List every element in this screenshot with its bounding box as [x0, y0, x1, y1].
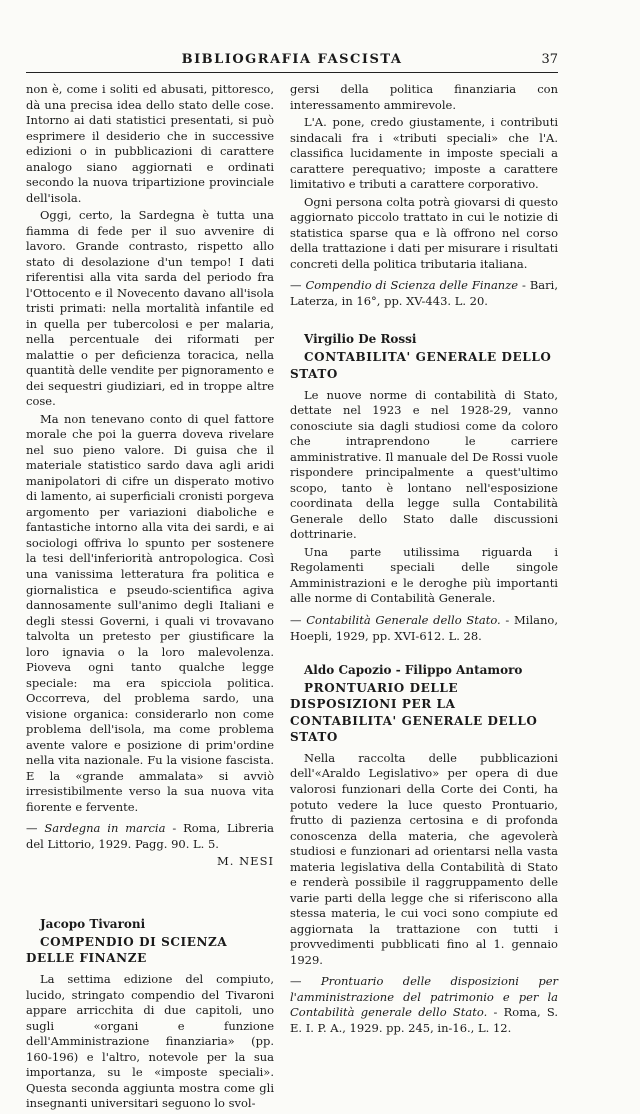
page-number: 37 — [541, 52, 558, 67]
citation: — Prontuario delle disposizioni per l'amministrazione del patrimonio e per la Contabilità generale dello Stato. - Roma, S. E. I. P. A., 1929. pp. 245, in-16., L. 12. — [290, 974, 559, 1035]
review-title: PRONTUARIO DELLE DISPOSIZIONI PER LA CONTABILITA' GENERALE DELLO STATO — [290, 681, 538, 744]
citation-title: Prontuario delle disposizioni per l'amministrazione del patrimonio e per la Contabilità generale dello Stato. — [290, 974, 559, 1020]
review-title: CONTABILITA' GENERALE DELLO STATO — [290, 350, 552, 381]
review-author: Aldo Capozio - Filippo Antamoro — [304, 663, 523, 678]
paragraph: Ma non tenevano conto di quel fattore morale che poi la guerra doveva rivelare nel suo pieno valore. Di guisa che il materiale statistico sardo dava agli aridi manipolatori di cifre un disperato motivo di lamento, ai superficiali cronisti porgeva argomento per variazioni diaboliche e fantastiche intorno alla vita dei sardi, e ai sociologi offriva lo spunto per sostenere la tesi dell'inferiorità antropologica. Così una vanissima letteratura fra politica e giornalistica e pseudo-scientifica agiva dannosamente sull'animo degli Italiani e degli stessi Governi, i quali vi trovavano talvolta un pretesto per giustificare la loro ignavia o la loro malevolenza. Pioveva ogni tanto qualche legge speciale: ma era spicciola politica. Occorreva, del problema sardo, una visione organica: considerarlo non come problema dell'isola, ma come problema avente valore e posizione di prim'ordine nella vita nazionale. Fu la visione fascista. E la «grande ammalata» si avviò irresistibilmente verso la sua nuova vita fiorente e fervente. — [26, 411, 274, 814]
reviewer-signature: M. NESI — [217, 854, 274, 869]
paragraph: Una parte utilissima riguarda i Regolamenti speciali delle singole Amministrazioni e le deroghe più importanti alle norme di Contabilità Generale. — [290, 544, 558, 606]
paragraph: Nella raccolta delle pubblicazioni dell'«Araldo Legislativo» per opera di due valorosi funzionari della Corte dei Conti, ha potuto vedere la luce questo Prontuario, frutto di pazienza certosina e di profonda conoscenza della materia, che agevolerà studiosi e funzionari ad orientarsi nella vasta materia legislativa della Contabilità di Stato e renderà possibile il raggruppamento delle varie parti della legge che si riferiscono alla stessa materia, le cui voci sono compiute ed aggiornata la trattazione con tutti i provvedimenti pubblicati fino al 1. gennaio 1929. — [290, 750, 558, 967]
running-title: BIBLIOGRAFIA FASCISTA — [181, 52, 403, 67]
citation: — Sardegna in marcia - Roma, Libreria del Littorio, 1929. Pagg. 90. L. 5. — [26, 821, 274, 851]
review-author: Jacopo Tivaroni — [40, 916, 146, 931]
paragraph: Le nuove norme di contabilità di Stato, dettate nel 1923 e nel 1928-29, vanno conosciute sia dagli studiosi come da coloro che intraprendono le carriere amministrative. Il manuale del De Rossi vuole rispondere principalmente a quest'ultimo scopo, tanto è lontano nell'esposizione coordinata della legge sulla Contabilità Generale dello Stato dalle discussioni dottrinarie. — [290, 387, 558, 542]
citation-details: - Roma, Libreria del Littorio, 1929. Pagg. 90. L. 5. — [26, 821, 274, 851]
paragraph: gersi della politica finanziaria con interessamento ammirevole. — [290, 82, 558, 112]
running-header — [26, 52, 558, 73]
review-author: Virgilio De Rossi — [304, 332, 417, 347]
paragraph: La settima edizione del compiuto, lucido, stringato compendio del Tivaroni appare arricchita di due capitoli, uno sugli «organi e funzione dell'Amministrazione finanziaria» (pp. 160-196) e l'altro, notevole per la sua importanza, su le «imposte speciali». Questa seconda aggiunta mostra come gli insegnanti universitari seguono lo svol- — [26, 972, 274, 1111]
review-heading — [290, 331, 558, 382]
right-column — [290, 82, 558, 1038]
section-gap — [26, 872, 274, 898]
review-title: COMPENDIO DI SCIENZA DELLE FINANZE — [26, 934, 228, 966]
paragraph: L'A. pone, credo giustamente, i contributi sindacali fra i «tributi speciali» che l'A. classifica lucidamente in imposte speciali a carattere perequativo; imposte a carattere limitativo e tributi a carattere corporativo. — [290, 115, 558, 192]
citation-title: Sardegna in marcia — [44, 821, 166, 836]
review-heading — [290, 662, 558, 745]
review-heading — [26, 916, 274, 967]
citation: — Compendio di Scienza delle Finanze - Bari, Laterza, in 16°, pp. XV-443. L. 20. — [290, 278, 558, 308]
citation-title: Compendio di Scienza delle Finanze — [305, 278, 519, 293]
paragraph: non è, come i soliti ed abusati, pittoresco, dà una precisa idea dello stato delle cose. Intorno ai dati statistici presentati, si può esprimere il desiderio che in successive edizioni o in pubblicazioni di carattere analogo siano aggiornati e ordinati secondo la nuova tripartizione provinciale dell'isola. — [26, 82, 274, 205]
citation-details: - Milano, Hoepli, 1929, pp. XVI-612. L. 28. — [290, 613, 558, 643]
citation-details: - Roma, S. E. I. P. A., 1929. pp. 245, in-16., L. 12. — [290, 1005, 559, 1035]
left-column — [26, 82, 274, 1114]
citation-title: Contabilità Generale dello Stato. — [306, 613, 501, 627]
citation-details: - Bari, Laterza, in 16°, pp. XV-443. L. 20. — [290, 278, 558, 308]
citation: — Contabilità Generale dello Stato. - Milano, Hoepli, 1929, pp. XVI-612. L. 28. — [290, 613, 558, 643]
paragraph: Ogni persona colta potrà giovarsi di questo aggiornato piccolo trattato in cui le notizie di statistica sparse qua e là offrono nel corso della trattazione i dati per misurare i risultati concreti della politica tributaria italiana. — [290, 194, 558, 271]
paragraph: Oggi, certo, la Sardegna è tutta una fiamma di fede per il suo avvenire di lavoro. Grande contrasto, rispetto allo stato di desolazione d'un tempo! I dati riferentisi alla vita sarda del periodo fra l'Ottocento e il Novecento davano all'isola tristi primati: nella mortalità infantile ed in quella per tubercolosi e per malaria, nella percentuale dei riformati per malattie o per deficienza toracica, nella quantità delle vendite per pignoramento e dei sequestri giudiziari, ed in troppe altre cose. — [26, 208, 274, 409]
